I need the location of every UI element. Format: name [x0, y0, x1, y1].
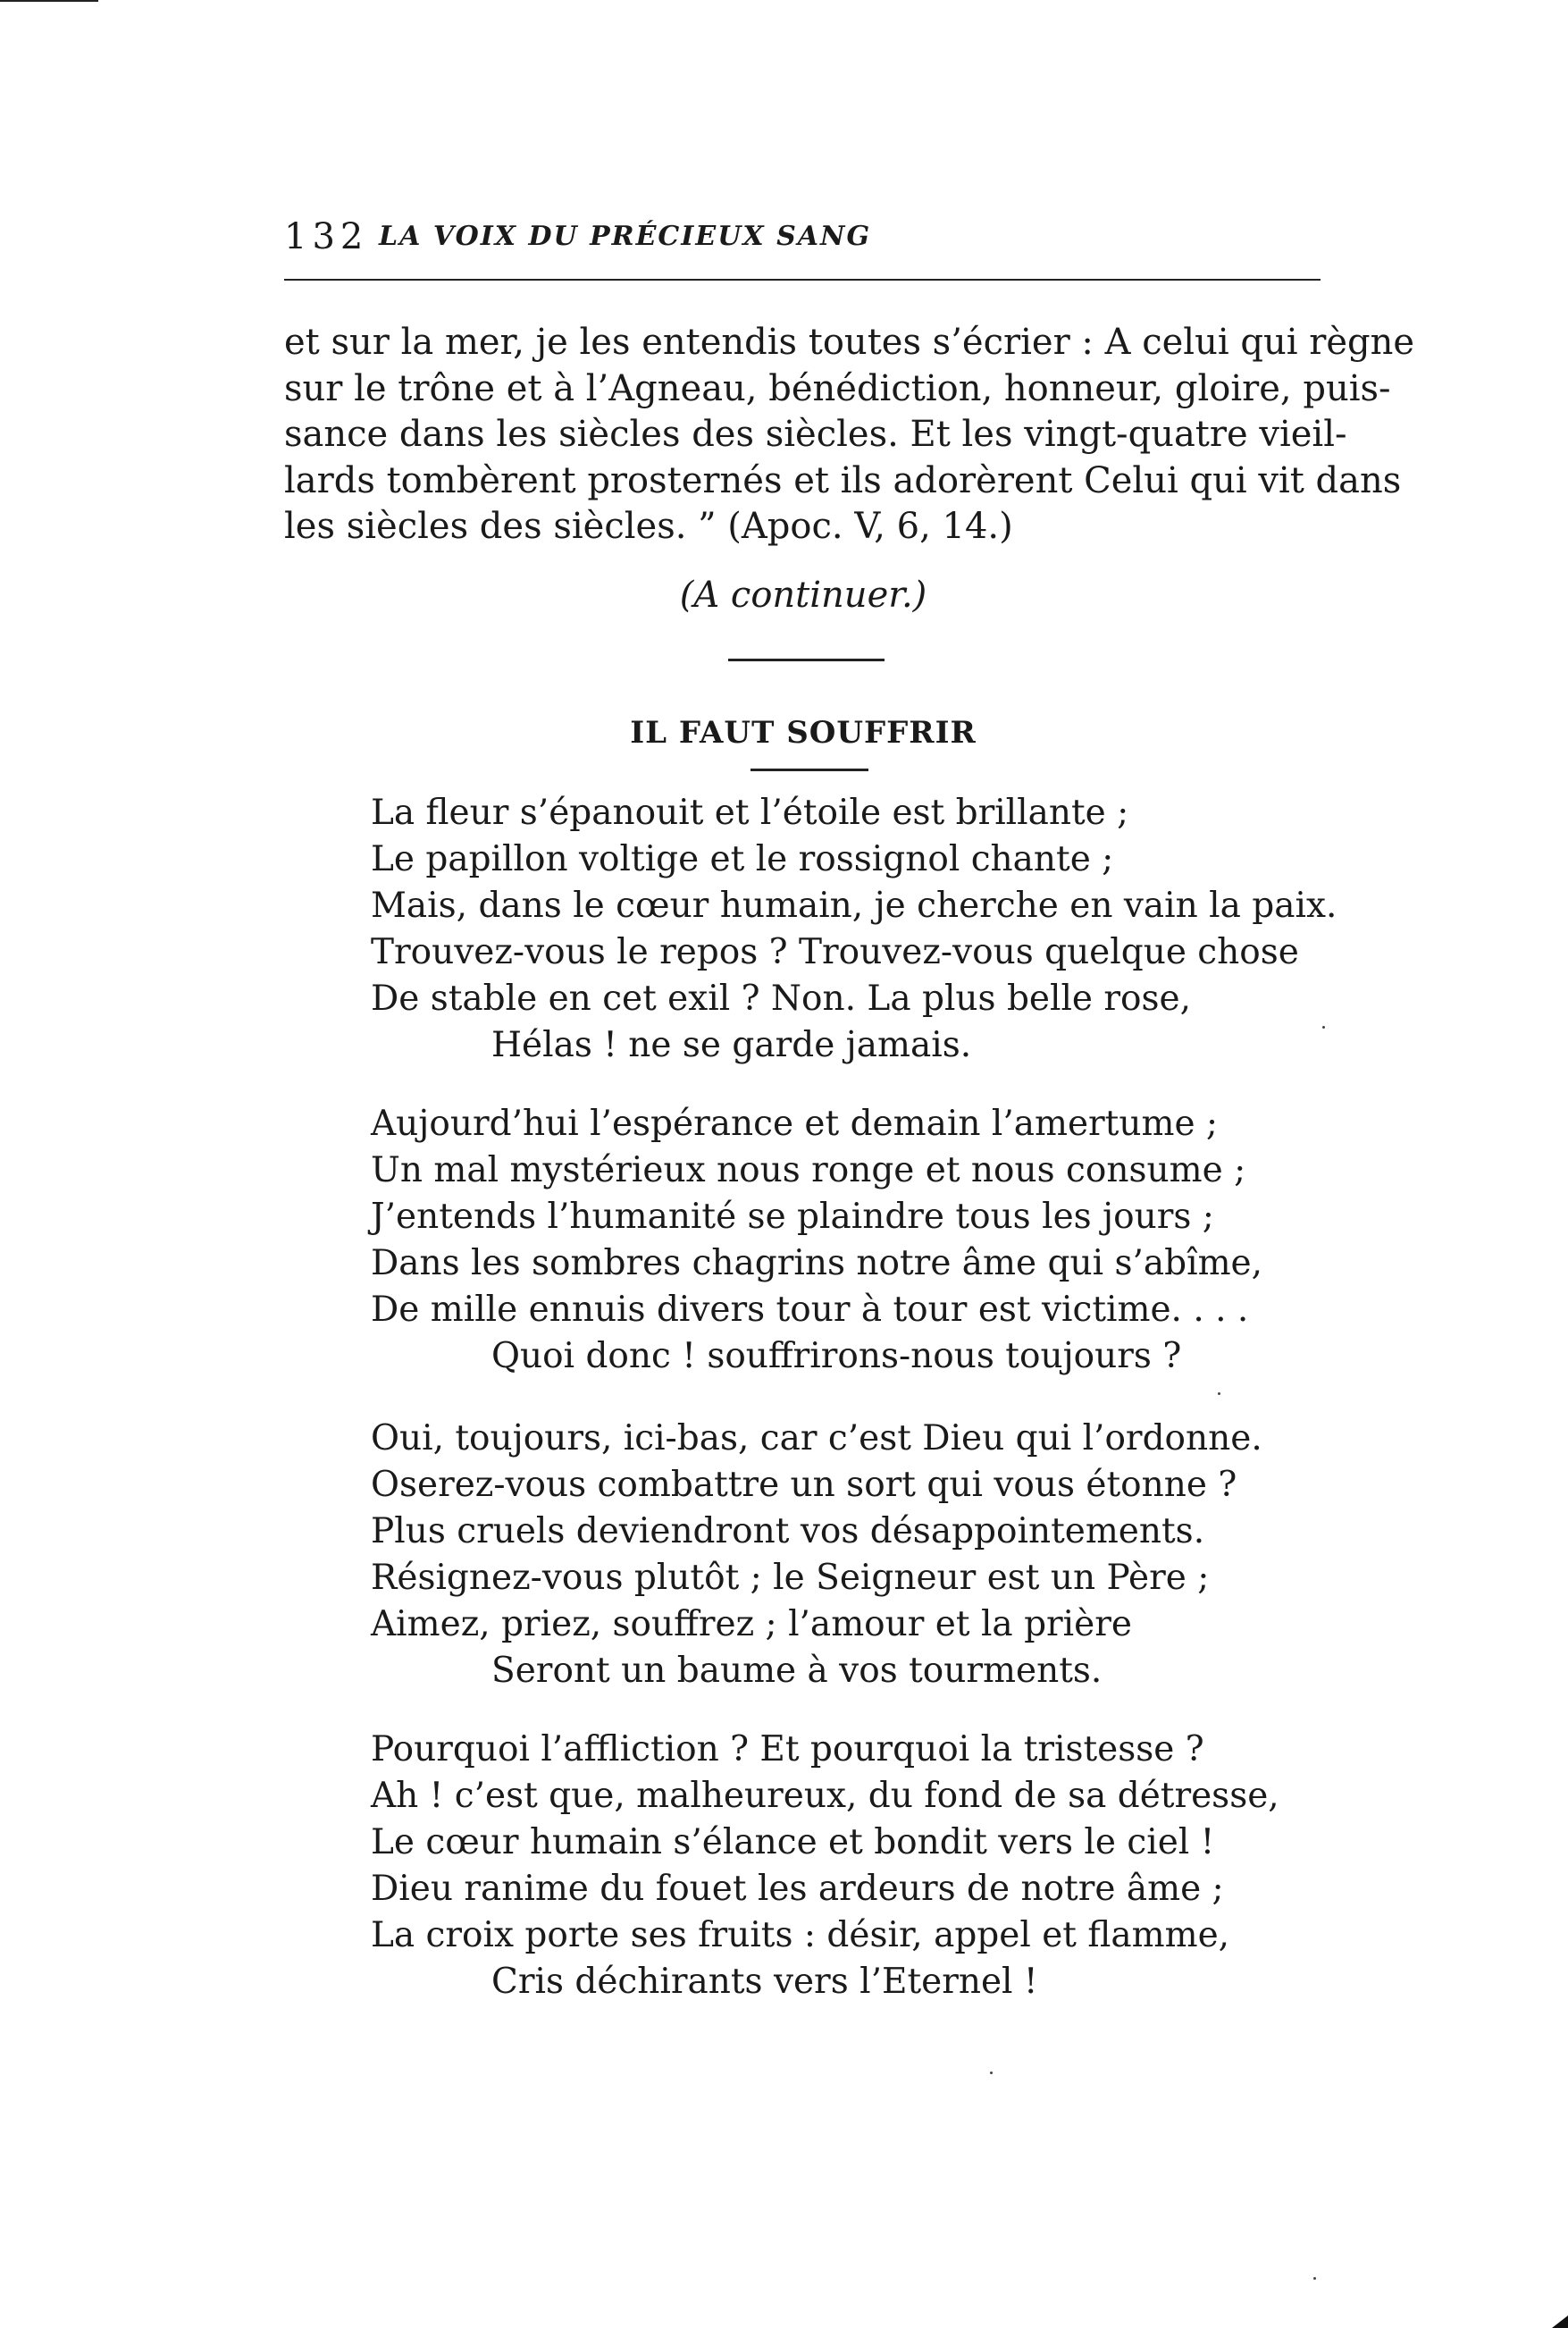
- scan-speck: [1313, 2277, 1316, 2280]
- verse-line: Pourquoi l’affliction ? Et pourquoi la tristesse ?: [371, 1729, 1204, 1769]
- prose-line: lards tombèrent prosternés et ils adorèrent Celui qui vit dans: [284, 459, 1402, 501]
- scan-corner-mark: [1552, 2315, 1568, 2328]
- verse-line: Dieu ranime du fouet les ardeurs de notre âme ;: [371, 1869, 1224, 1909]
- verse-line: Résignez-vous plutôt ; le Seigneur est un Père ;: [371, 1558, 1210, 1598]
- verse-line-refrain: Seront un baume à vos tourments.: [491, 1651, 1103, 1691]
- verse-line: De mille ennuis divers tour à tour est victime. . . .: [371, 1290, 1249, 1330]
- stanza-2: [371, 1101, 1318, 1380]
- verse-line: Aimez, priez, souffrez ; l’amour et la prière: [371, 1604, 1132, 1644]
- prose-line: et sur la mer, je les entendis toutes s’écrier : A celui qui règne: [284, 322, 1415, 363]
- verse-line: Plus cruels deviendront vos désappointements.: [371, 1511, 1205, 1551]
- prose-line: sance dans les siècles des siècles. Et les vingt-quatre vieil-: [284, 414, 1347, 455]
- scan-edge-mark: [0, 0, 98, 2]
- stanza-4: [371, 1727, 1318, 2005]
- verse-line: Le papillon voltige et le rossignol chante ;: [371, 839, 1114, 879]
- stanza-3: [371, 1416, 1318, 1694]
- verse-line: Oui, toujours, ici-bas, car c’est Dieu qui l’ordonne.: [371, 1418, 1262, 1458]
- title-underline: [750, 769, 868, 771]
- continue-note: (A continuer.): [679, 575, 927, 616]
- page-number: 132: [284, 216, 369, 257]
- poem-title: IL FAUT SOUFFRIR: [630, 715, 977, 751]
- scan-speck: [990, 2072, 993, 2074]
- running-head: [284, 213, 1321, 266]
- scan-speck: [1218, 1392, 1220, 1395]
- verse-line: Un mal mystérieux nous ronge et nous consume ;: [371, 1150, 1246, 1190]
- running-title: LA VOIX DU PRÉCIEUX SANG: [379, 221, 872, 252]
- prose-line: sur le trône et à l’Agneau, bénédiction, honneur, gloire, puis-: [284, 367, 1391, 409]
- verse-line: De stable en cet exil ? Non. La plus belle rose,: [371, 979, 1192, 1019]
- prose-paragraph: [284, 320, 1415, 550]
- scan-speck: [1322, 1026, 1325, 1029]
- verse-line: Trouvez-vous le repos ? Trouvez-vous quelque chose: [371, 932, 1299, 972]
- verse-line: La croix porte ses fruits : désir, appel et flamme,: [371, 1915, 1230, 1955]
- verse-line-refrain: Cris déchirants vers l’Eternel !: [491, 1962, 1038, 2002]
- stanza-1: [371, 790, 1337, 1069]
- verse-line: Dans les sombres chagrins notre âme qui s’abîme,: [371, 1243, 1263, 1283]
- verse-line: Le cœur humain s’élance et bondit vers le ciel !: [371, 1822, 1215, 1862]
- verse-line: La fleur s’épanouit et l’étoile est brillante ;: [371, 793, 1129, 833]
- header-rule: [284, 279, 1321, 281]
- verse-line: Oserez-vous combattre un sort qui vous étonne ?: [371, 1465, 1237, 1505]
- verse-line-refrain: Quoi donc ! souffrirons-nous toujours ?: [491, 1336, 1182, 1376]
- verse-line-refrain: Hélas ! ne se garde jamais.: [491, 1025, 972, 1065]
- verse-line: Ah ! c’est que, malheureux, du fond de sa détresse,: [371, 1776, 1279, 1816]
- section-separator: [728, 659, 885, 661]
- verse-line: J’entends l’humanité se plaindre tous les jours ;: [371, 1197, 1214, 1237]
- verse-line: Mais, dans le cœur humain, je cherche en vain la paix.: [371, 886, 1337, 926]
- prose-line: les siècles des siècles. ” (Apoc. V, 6, 14.): [284, 506, 1013, 547]
- verse-line: Aujourd’hui l’espérance et demain l’amertume ;: [371, 1104, 1219, 1144]
